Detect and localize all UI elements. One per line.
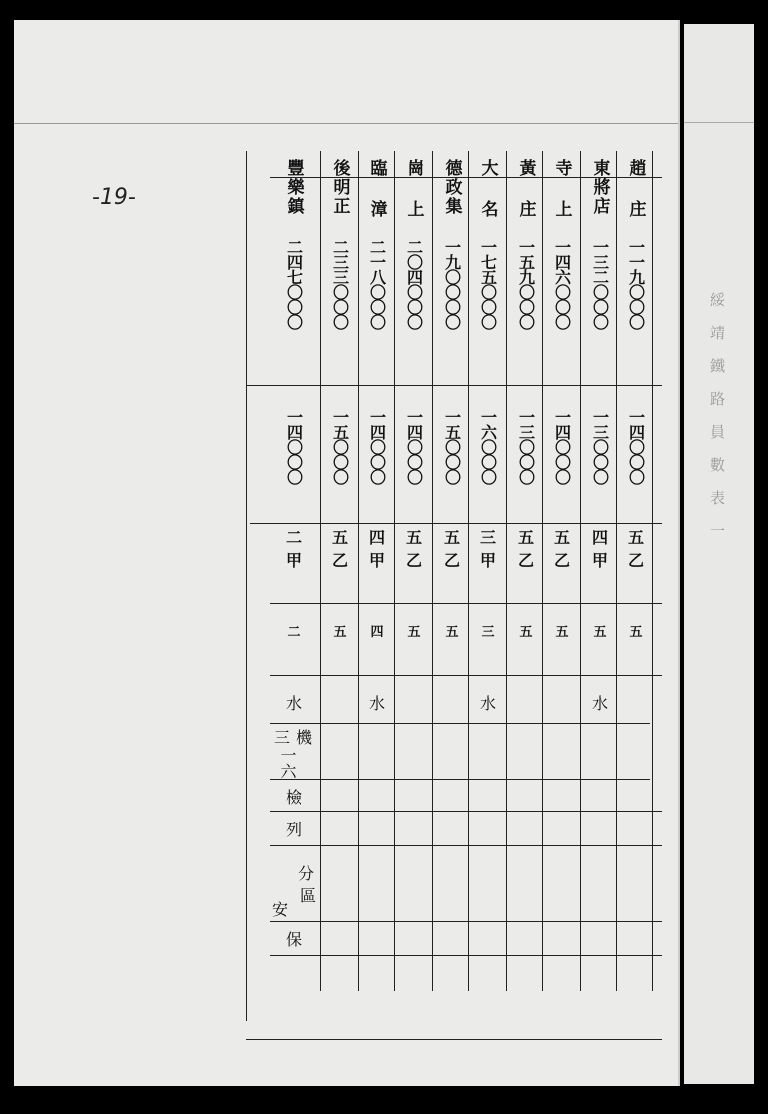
row-divider	[270, 723, 650, 724]
row-divider	[270, 955, 662, 956]
document-page	[14, 20, 680, 1086]
row-divider	[270, 603, 662, 604]
label-machine-b: 機	[296, 728, 313, 747]
row-divider	[270, 811, 662, 812]
table-bottom-line	[246, 1039, 662, 1040]
col-divider	[580, 151, 581, 991]
label-security-b: 保	[286, 930, 303, 949]
col-divider	[432, 151, 433, 991]
row-divider	[270, 779, 650, 780]
table: 趙 庄 一一九〇〇〇 一四〇〇〇 五 乙 五 東將店 一三二〇〇〇 一三〇〇〇 四 甲 五 水 寺 上 一四六〇〇〇 一四〇〇〇 五 乙 五 黃 庄 一五九〇〇〇 一三〇〇〇 五 乙 五 大 名 一七五〇〇〇 一六〇〇〇 三 甲 三 水 德政集 一九〇〇〇〇 一五〇〇〇 五 乙 五 崗 上 二〇四〇〇〇 一四〇〇〇 五 乙 五 臨 漳 二一八〇〇〇 一四〇〇〇 四 甲 四 水 後明正 二三三〇〇〇 一五〇〇〇 五 乙 五 豐樂鎮 二四七〇〇〇 一四〇〇〇 二 甲 二 水 三 機 一六 檢 列 分 區 安 保	[246, 151, 662, 1021]
page-number: -19-	[92, 185, 136, 210]
row-divider	[270, 921, 662, 922]
col-divider	[320, 151, 321, 991]
table-border-left	[246, 151, 247, 1021]
label-security-a: 安	[272, 900, 289, 919]
label-machine-c: 一六	[278, 747, 297, 779]
label-machine-a: 三	[274, 728, 291, 747]
page-fold-line	[14, 123, 678, 124]
col-divider	[506, 151, 507, 991]
label-row: 列	[286, 820, 303, 839]
row-divider	[246, 385, 662, 386]
row-divider	[250, 523, 662, 524]
row-divider	[270, 675, 662, 676]
row-divider	[270, 845, 662, 846]
adjacent-page	[684, 24, 754, 1084]
label-district-b: 區	[300, 886, 317, 905]
page-fold-line	[684, 122, 754, 123]
bleed-through-text: 綏 靖 鐵 路 員 數 表 一	[708, 292, 726, 538]
label-district-a: 分	[298, 864, 315, 883]
label-inspect: 檢	[286, 788, 303, 807]
